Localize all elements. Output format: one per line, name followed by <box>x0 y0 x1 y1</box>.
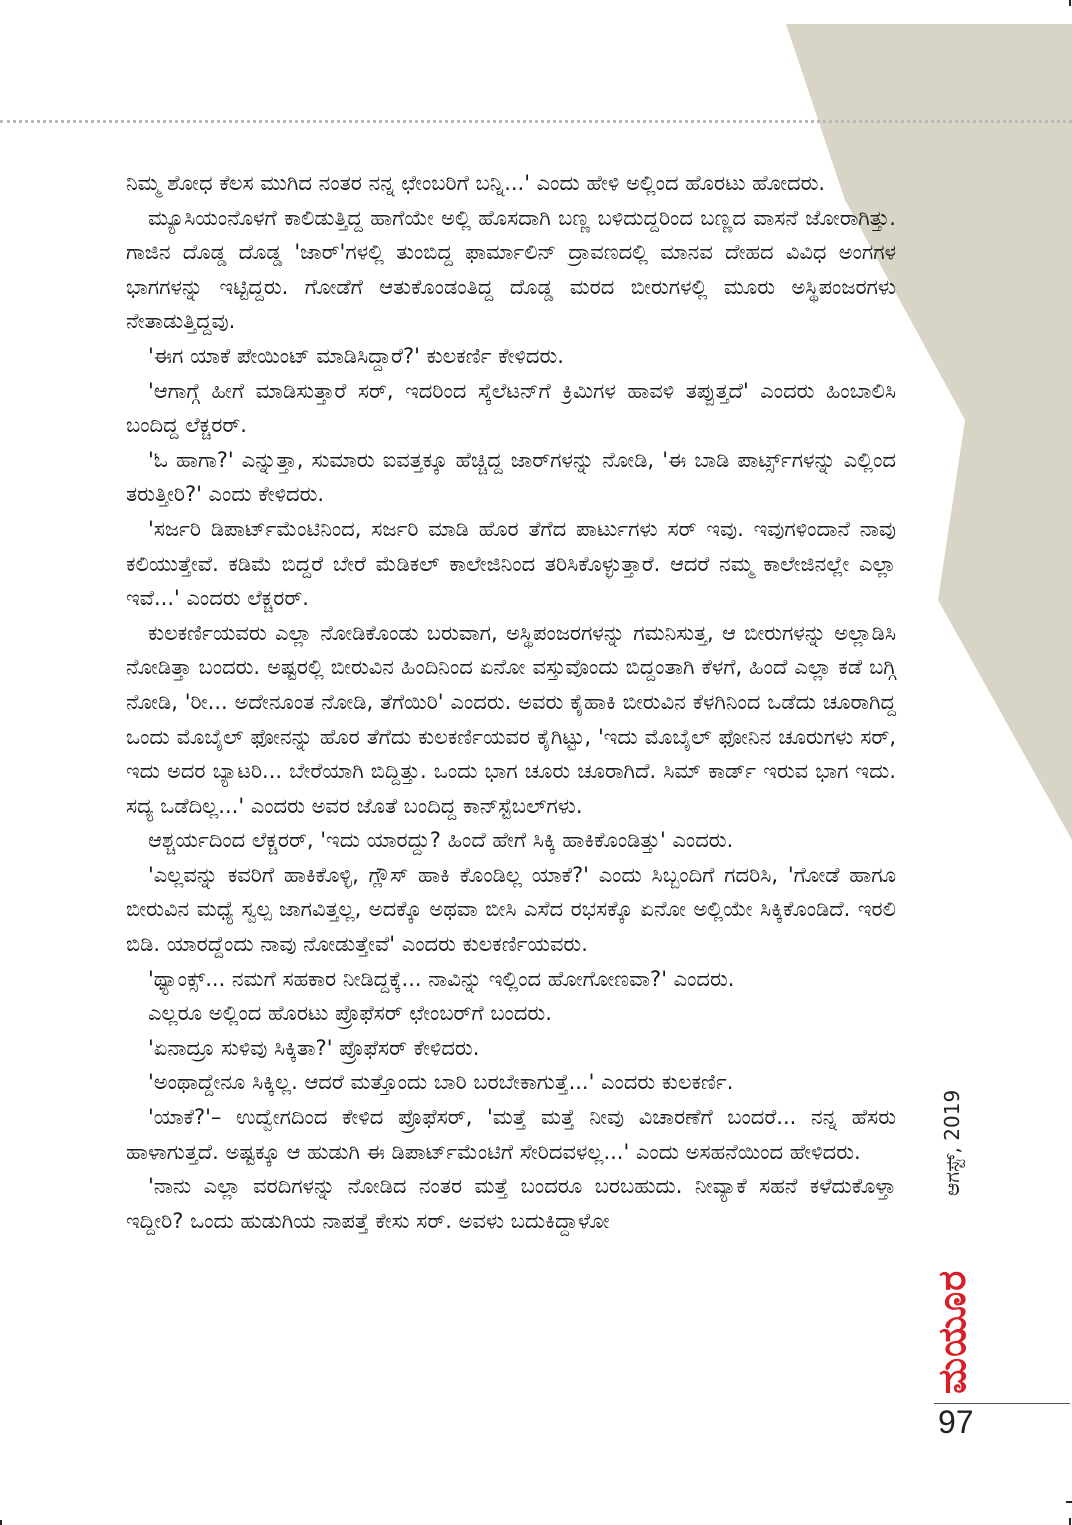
issue-date: ಆಗಸ್ಟ್, 2019 <box>940 1089 964 1196</box>
paragraph: ಕುಲಕರ್ಣಿಯವರು ಎಲ್ಲಾ ನೋಡಿಕೊಂಡು ಬರುವಾಗ, ಅಸ್ಥಿಪಂಜರಗಳನ್ನು ಗಮನಿಸುತ್ತ, ಆ ಬೀರುಗಳನ್ನು ಅಲ್ಲಾಡಿಸಿ ನೋಡಿತ್ತಾ ಬಂದರು. ಅಷ್ಟರಲ್ಲಿ ಬೀರುವಿನ ಹಿಂದಿನಿಂದ ಏನೋ ವಸ್ತುವೊಂದು ಬಿದ್ದಂತಾಗಿ ಕೆಳಗೆ, ಹಿಂದೆ ಎಲ್ಲಾ ಕಡೆ ಬಗ್ಗಿ ನೋಡಿ, 'ರೀ... ಅದೇನೂಂತ ನೋಡಿ, ತೆಗೆಯಿರಿ' ಎಂದರು. ಅವರು ಕೈಹಾಕಿ ಬೀರುವಿನ ಕೆಳಗಿನಿಂದ ಒಡೆದು ಚೂರಾಗಿದ್ದ ಒಂದು ಮೊಬೈಲ್ ಫೋನನ್ನು ಹೊರ ತೆಗೆದು ಕುಲಕರ್ಣಿಯವರ ಕೈಗಿಟ್ಟು, 'ಇದು ಮೊಬೈಲ್ ಫೋನಿನ ಚೂರುಗಳು ಸರ್, ಇದು ಅದರ ಬ್ಯಾಟರಿ... ಬೇರೆಯಾಗಿ ಬಿದ್ದಿತ್ತು. ಒಂದು ಭಾಗ ಚೂರು ಚೂರಾಗಿದೆ. ಸಿಮ್ ಕಾರ್ಡ್ ಇರುವ ಭಾಗ ಇದು. ಸದ್ಯ ಒಡೆದಿಲ್ಲ...' ಎಂದರು ಅವರ ಜೊತೆ ಬಂದಿದ್ದ ಕಾನ್‌ಸ್ಟೆಬಲ್‌ಗಳು. <box>126 620 896 818</box>
paragraph: 'ಏನಾದ್ರೂ ಸುಳಿವು ಸಿಕ್ಕಿತಾ?' ಪ್ರೊಫೆಸರ್ ಕೇಳಿದರು. <box>148 1035 480 1060</box>
page-number: 97 <box>938 1404 974 1440</box>
paragraph: 'ಸರ್ಜರಿ ಡಿಪಾರ್ಟ್‌ಮೆಂಟಿನಿಂದ, ಸರ್ಜರಿ ಮಾಡಿ ಹೊರ ತೆಗೆದ ಪಾರ್ಟುಗಳು ಸರ್ ಇವು. ಇವುಗಳಿಂದಾನೆ ನಾವು ಕಲಿಯುತ್ತೇವೆ. ಕಡಿಮೆ ಬಿದ್ದರೆ ಬೇರೆ ಮೆಡಿಕಲ್ ಕಾಲೇಜಿನಿಂದ ತರಿಸಿಕೊಳ್ಳುತ್ತಾರೆ. ಆದರೆ ನಮ್ಮ ಕಾಲೇಜಿನಲ್ಲೇ ಎಲ್ಲಾ ಇವೆ...' ಎಂದರು ಲೆಕ್ಚರರ್. <box>126 516 896 611</box>
paragraph: 'ಆಗಾಗ್ಗೆ ಹೀಗೆ ಮಾಡಿಸುತ್ತಾರೆ ಸರ್, ಇದರಿಂದ ಸ್ಕೆಲೆಟನ್‌ಗೆ ಕ್ರಿಮಿಗಳ ಹಾವಳಿ ತಪ್ಪುತ್ತದೆ' ಎಂದರು ಹಿಂಬಾಲಿಸಿ ಬಂದಿದ್ದ ಲೆಕ್ಚರರ್. <box>126 378 896 438</box>
paragraph: ನಿಮ್ಮ ಶೋಧ ಕೆಲಸ ಮುಗಿದ ನಂತರ ನನ್ನ ಛೇಂಬರಿಗೆ ಬನ್ನಿ...' ಎಂದು ಹೇಳಿ ಅಲ್ಲಿಂದ ಹೊರಟು ಹೋದರು. <box>126 171 826 195</box>
paragraph: ಆಶ್ಚರ್ಯದಿಂದ ಲೆಕ್ಚರರ್, 'ಇದು ಯಾರದ್ದು? ಹಿಂದೆ ಹೇಗೆ ಸಿಕ್ಕಿ ಹಾಕಿಕೊಂಡಿತ್ತು' ಎಂದರು. <box>148 828 734 853</box>
paragraph: 'ಥ್ಯಾಂಕ್ಸ್... ನಮಗೆ ಸಹಕಾರ ನೀಡಿದ್ದಕ್ಕೆ... ನಾವಿನ್ನು ಇಲ್ಲಿಂದ ಹೋಗೋಣವಾ?' ಎಂದರು. <box>148 966 735 991</box>
paragraph: 'ಎಲ್ಲವನ್ನು ಕವರಿಗೆ ಹಾಕಿಕೊಳ್ಳಿ, ಗ್ಲೌಸ್ ಹಾಕಿ ಕೊಂಡಿಲ್ಲ ಯಾಕೆ?' ಎಂದು ಸಿಬ್ಬಂದಿಗೆ ಗದರಿಸಿ, 'ಗೋಡೆ ಹಾಗೂ ಬೀರುವಿನ ಮಧ್ಯೆ ಸ್ವಲ್ಪ ಜಾಗವಿತ್ತಲ್ಲ, ಅದಕ್ಕೊ ಅಥವಾ ಬೀಸಿ ಎಸೆದ ರಭಸಕ್ಕೊ ಏನೋ ಅಲ್ಲಿಯೇ ಸಿಕ್ಕಿಕೊಂಡಿದೆ. ಇರಲಿ ಬಿಡಿ. ಯಾರದ್ದೆಂದು ನಾವು ನೋಡುತ್ತೇವೆ' ಎಂದರು ಕುಲಕರ್ಣಿಯವರು. <box>126 862 896 957</box>
dotted-divider <box>0 120 1072 123</box>
paragraph: 'ನಾನು ಎಲ್ಲಾ ವರದಿಗಳನ್ನು ನೋಡಿದ ನಂತರ ಮತ್ತೆ ಬಂದರೂ ಬರಬಹುದು. ನೀವ್ಯಾಕೆ ಸಹನೆ ಕಳೆದುಕೊಳ್ತಾ ಇದ್ದೀರಿ? ಒಂದು ಹುಡುಗಿಯ ನಾಪತ್ತೆ ಕೇಸು ಸರ್. ಅವಳು ಬದುಕಿದ್ದಾಳೋ <box>126 1174 896 1233</box>
paragraph: 'ಯಾಕೆ?'– ಉದ್ವೇಗದಿಂದ ಕೇಳಿದ ಪ್ರೊಫೆಸರ್, 'ಮತ್ತೆ ಮತ್ತೆ ನೀವು ವಿಚಾರಣೆಗೆ ಬಂದರೆ... ನನ್ನ ಹೆಸರು ಹಾಳಾಗುತ್ತದೆ. ಅಷ್ಟಕ್ಕೂ ಆ ಹುಡುಗಿ ಈ ಡಿಪಾರ್ಟ್‌ಮೆಂಟಿಗೆ ಸೇರಿದವಳಲ್ಲ...' ಎಂದು ಅಸಹನೆಯಿಂದ ಹೇಳಿದರು. <box>126 1105 896 1164</box>
paragraph: ಎಲ್ಲರೂ ಅಲ್ಲಿಂದ ಹೊರಟು ಪ್ರೊಫೆಸರ್ ಛೇಂಬರ್‌ಗೆ ಬಂದರು. <box>148 1001 552 1026</box>
paragraph: 'ಅಂಥಾದ್ದೇನೂ ಸಿಕ್ಕಿಲ್ಲ. ಆದರೆ ಮತ್ತೊಂದು ಬಾರಿ ಬರಬೇಕಾಗುತ್ತೆ...' ಎಂದರು ಕುಲಕರ್ಣಿ. <box>148 1070 734 1095</box>
paragraph: 'ಈಗ ಯಾಕೆ ಪೇಯಿಂಟ್ ಮಾಡಿಸಿದ್ದಾರೆ?' ಕುಲಕರ್ಣಿ ಕೇಳಿದರು. <box>148 343 564 368</box>
magazine-logo: ಮಯೂರ <box>930 1269 974 1394</box>
paragraph: 'ಓ ಹಾಗಾ?' ಎನ್ನುತ್ತಾ, ಸುಮಾರು ಐವತ್ತಕ್ಕೂ ಹೆಚ್ಚಿದ್ದ ಜಾರ್‌ಗಳನ್ನು ನೋಡಿ, 'ಈ ಬಾಡಿ ಪಾರ್ಟ್ಸ್‌ಗಳನ್ನು ಎಲ್ಲಿಂದ ತರುತ್ತೀರಿ?' ಎಂದು ಕೇಳಿದರು. <box>126 447 896 507</box>
article-body <box>126 166 896 1238</box>
paragraph: ಮ್ಯೂಸಿಯಂನೊಳಗೆ ಕಾಲಿಡುತ್ತಿದ್ದ ಹಾಗೆಯೇ ಅಲ್ಲಿ ಹೊಸದಾಗಿ ಬಣ್ಣ ಬಳಿದುದ್ದರಿಂದ ಬಣ್ಣದ ವಾಸನೆ ಜೋರಾಗಿತ್ತು. ಗಾಜಿನ ದೊಡ್ಡ ದೊಡ್ಡ 'ಜಾರ್'ಗಳಲ್ಲಿ ತುಂಬಿದ್ದ ಫಾರ್ಮಾಲಿನ್ ದ್ರಾವಣದಲ್ಲಿ ಮಾನವ ದೇಹದ ವಿವಿಧ ಅಂಗಗಳ ಭಾಗಗಳನ್ನು ಇಟ್ಟಿದ್ದರು. ಗೋಡೆಗೆ ಆತುಕೊಂಡಂತಿದ್ದ ದೊಡ್ಡ ಮರದ ಬೀರುಗಳಲ್ಲಿ ಮೂರು ಅಸ್ಥಿಪಂಜರಗಳು ನೇತಾಡುತ್ತಿದ್ದವು. <box>126 205 896 334</box>
